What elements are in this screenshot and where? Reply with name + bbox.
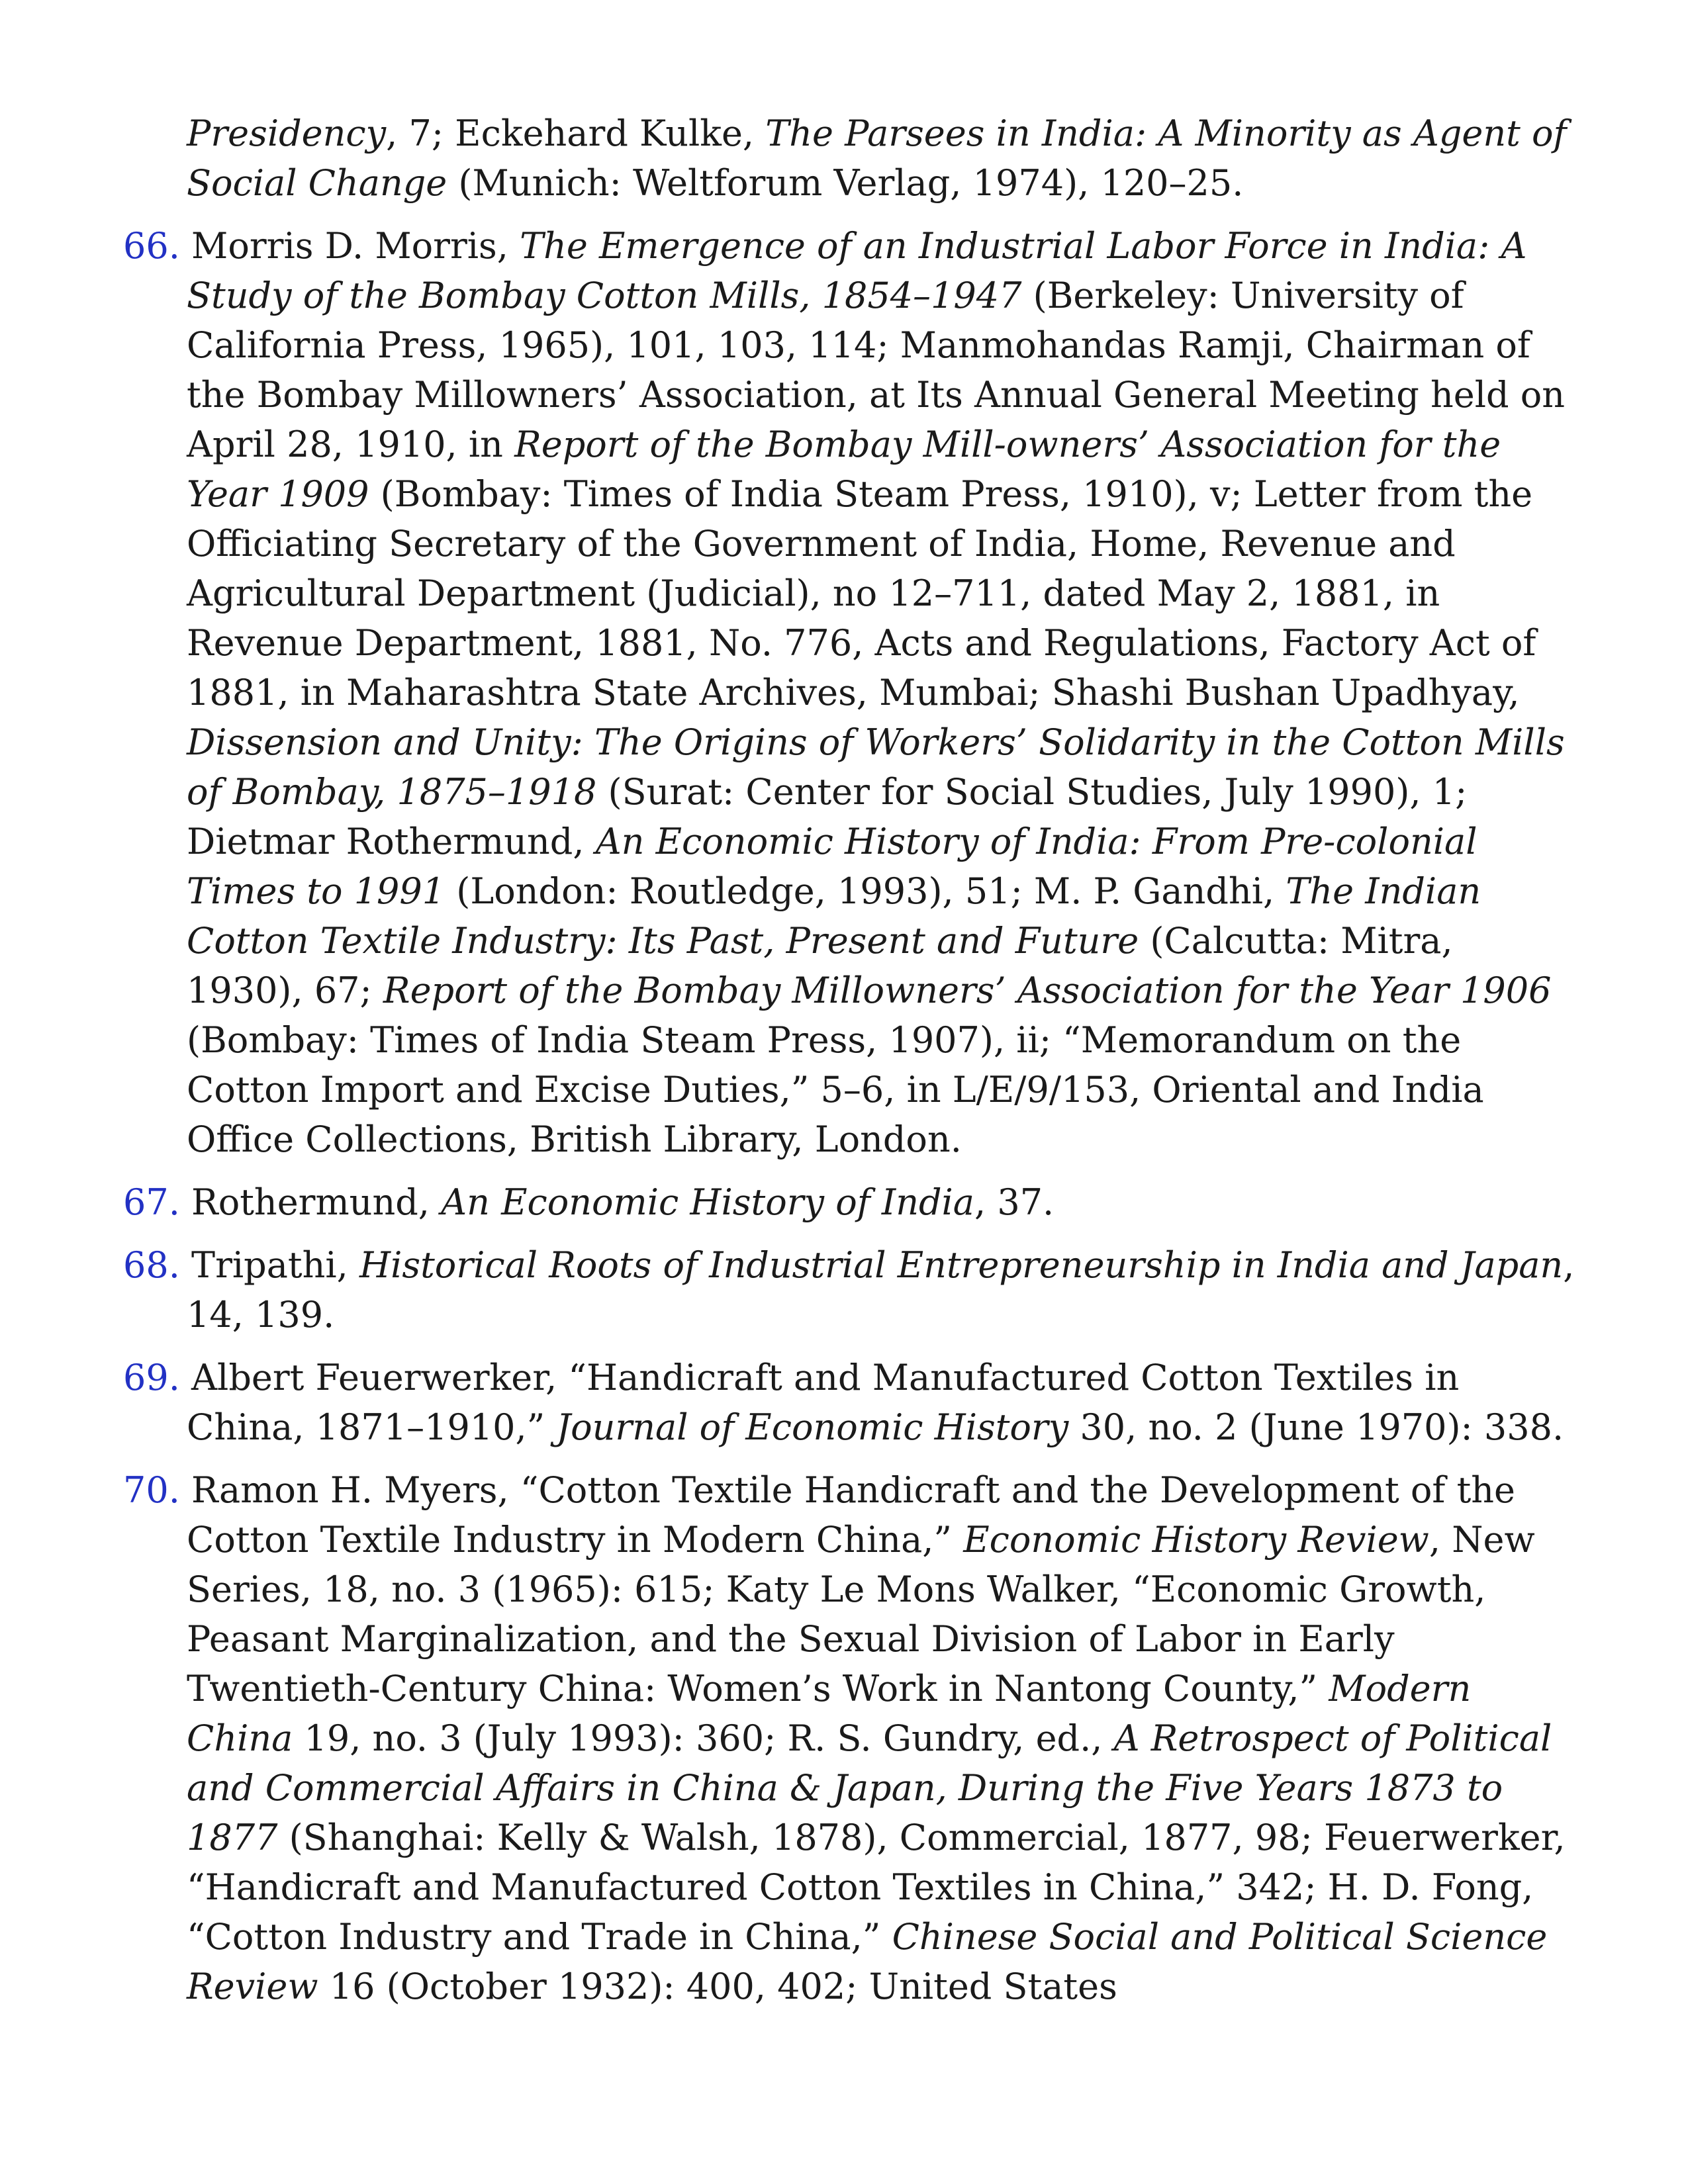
italic-title-text: Historical Roots of Industrial Entrepreneurship in India and Japan bbox=[359, 1244, 1564, 1286]
endnote-number-link[interactable]: 67. bbox=[123, 1181, 180, 1223]
citation-text: , 14, 139. bbox=[187, 1244, 1575, 1336]
italic-title-text: Economic History Review bbox=[963, 1519, 1429, 1561]
italic-title-text: A Retrospect of Political and Commercial Affairs in China & Japan, During the Five Years 1873 to 1877 bbox=[187, 1717, 1552, 1858]
citation-text: (Calcutta: Mitra, 1930), 67; bbox=[187, 920, 1453, 1011]
citation-text: 16 (October 1932): 400, 402; United States bbox=[318, 1966, 1117, 2007]
italic-title-text: The Parsees in India: A Minority as Agent of Social Change bbox=[187, 113, 1567, 204]
endnote-number-link[interactable]: 66. bbox=[123, 225, 180, 267]
citation-text: (Bombay: Times of India Steam Press, 1910), v; Letter from the Officiating Secretary of the Government of India, Home, Revenue and Agricultural Department (Judicial), no 12–711, dated May 2, 1881, in Revenue Department, 1881, No. 776, Acts and Regulations, Factory Act of 1881, in Maharashtra State Archives, Mumbai; Shashi Bushan Upadhyay, bbox=[187, 473, 1536, 713]
italic-title-text: The Emergence of an Industrial Labor Force in India: A Study of the Bombay Cotton Mills, 1854–1947 bbox=[187, 225, 1527, 316]
citation-text: (Bombay: Times of India Steam Press, 1907), ii; “Memorandum on the Cotton Import and Excise Duties,” 5–6, in L/E/9/153, Oriental and India Office Collections, British Library, London. bbox=[187, 1019, 1484, 1160]
endnote-number-link[interactable]: 70. bbox=[123, 1469, 180, 1511]
citation-text: 30, no. 2 (June 1970): 338. bbox=[1068, 1406, 1564, 1448]
citation-text: 19, no. 3 (July 1993): 360; R. S. Gundry, ed., bbox=[293, 1717, 1114, 1759]
citation-text: (London: Routledge, 1993), 51; M. P. Gandhi, bbox=[445, 870, 1286, 912]
citation-text: (Berkeley: University of California Press, 1965), 101, 103, 114; Manmohandas Ramji, Chairman of the Bombay Millowners’ Association, at Its Annual General Meeting held on April 28, 1910, in bbox=[187, 275, 1566, 465]
italic-title-text: Journal of Economic History bbox=[556, 1406, 1069, 1448]
citation-text: (Munich: Weltforum Verlag, 1974), 120–25. bbox=[447, 162, 1244, 204]
italic-title-text: An Economic History of India bbox=[441, 1181, 975, 1223]
italic-title-text: Report of the Bombay Millowners’ Association for the Year 1906 bbox=[383, 970, 1552, 1011]
citation-text: , New Series, 18, no. 3 (1965): 615; Katy Le Mons Walker, “Economic Growth, Peasant Marginalization, and the Sexual Division of Labor in Early Twentieth-Century China: Women’s Work in Nantong County,” bbox=[187, 1519, 1535, 1709]
endnote-67 bbox=[123, 1177, 1579, 1227]
citation-text: (Shanghai: Kelly & Walsh, 1878), Commercial, 1877, 98; Feuerwerker, “Handicraft and Manufactured Cotton Textiles in China,” 342; H. D. Fong, “Cotton Industry and Trade in China,” bbox=[187, 1817, 1566, 1958]
endnote-70 bbox=[123, 1465, 1579, 2011]
citation-text: Morris D. Morris, bbox=[179, 225, 520, 267]
endnote-69 bbox=[123, 1353, 1579, 1452]
italic-title-text: An Economic History of India: From Pre-colonial Times to 1991 bbox=[187, 821, 1477, 912]
endnote-continuation bbox=[123, 109, 1579, 208]
citation-text: Tripathi, bbox=[179, 1244, 359, 1286]
endnote-number-link[interactable]: 69. bbox=[123, 1357, 180, 1398]
endnote-66 bbox=[123, 221, 1579, 1164]
citation-text: , 7; Eckehard Kulke, bbox=[386, 113, 766, 154]
citation-text: Rothermund, bbox=[179, 1181, 442, 1223]
italic-title-text: Chinese Social and Political Science Review bbox=[187, 1916, 1548, 2007]
citation-text: Albert Feuerwerker, “Handicraft and Manufactured Cotton Textiles in China, 1871–1910,” bbox=[179, 1357, 1460, 1448]
citation-text: , 37. bbox=[974, 1181, 1055, 1223]
italic-title-text: Presidency bbox=[187, 113, 387, 154]
italic-title-text: The Indian Cotton Textile Industry: Its Past, Present and Future bbox=[187, 870, 1481, 962]
citation-text: Ramon H. Myers, “Cotton Textile Handicraft and the Development of the Cotton Textile Industry in Modern China,” bbox=[179, 1469, 1516, 1561]
endnote-68 bbox=[123, 1240, 1579, 1340]
citation-text: (Surat: Center for Social Studies, July 1990), 1; Dietmar Rothermund, bbox=[187, 771, 1468, 862]
italic-title-text: Report of the Bombay Mill-owners’ Association for the Year 1909 bbox=[187, 424, 1501, 515]
endnotes-list bbox=[123, 109, 1579, 2025]
italic-title-text: Dissension and Unity: The Origins of Workers’ Solidarity in the Cotton Mills of Bombay, 1875–1918 bbox=[187, 721, 1565, 813]
italic-title-text: Modern China bbox=[187, 1668, 1472, 1759]
endnote-number-link[interactable]: 68. bbox=[123, 1244, 180, 1286]
